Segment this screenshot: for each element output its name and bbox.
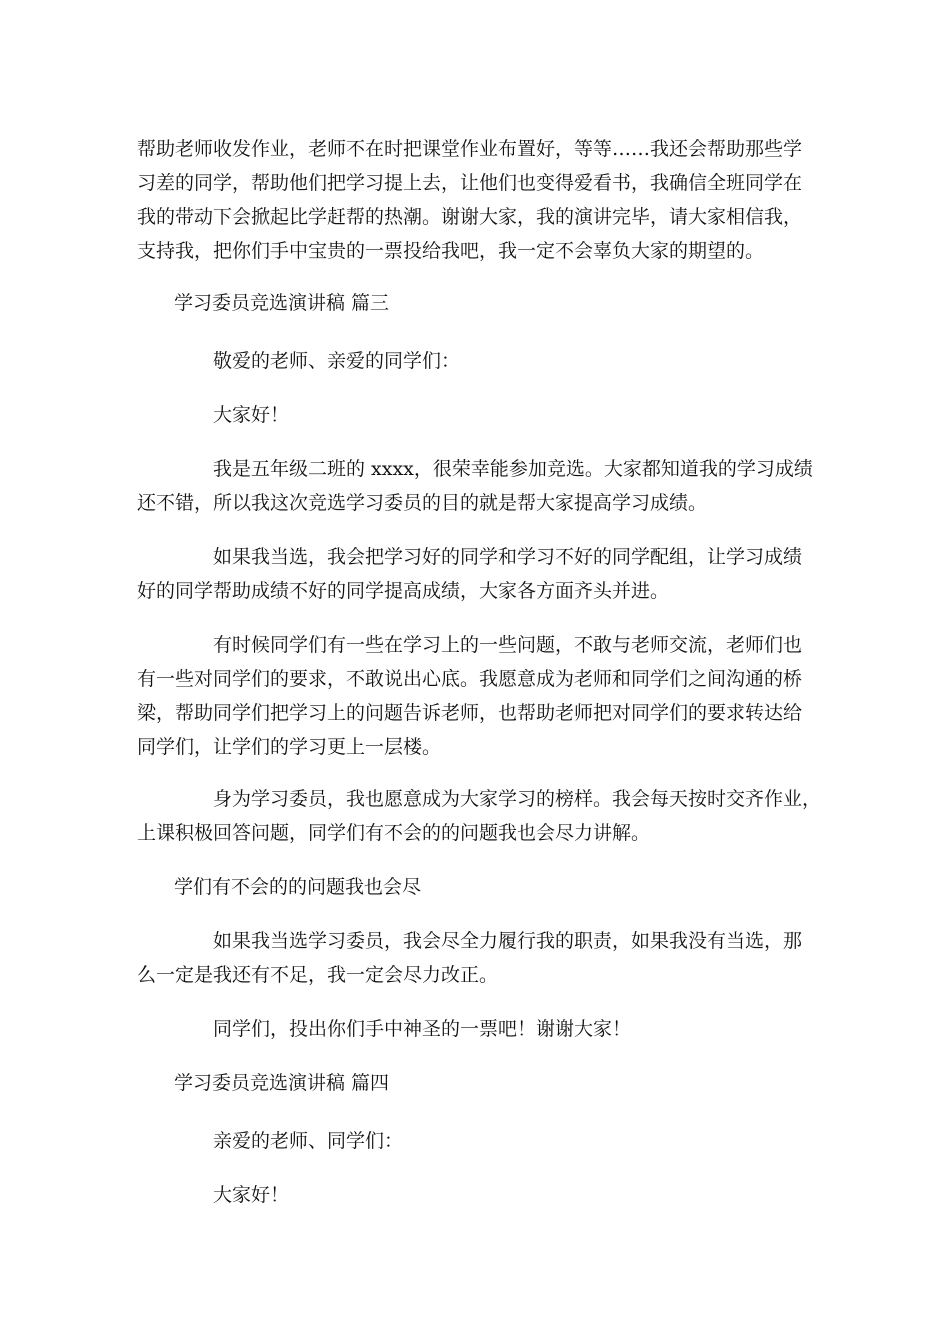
text-line: 身为学习委员，我也愿意成为大家学习的榜样。我会每天按时交齐作业， — [213, 788, 822, 810]
paragraph-commitment — [137, 924, 896, 992]
text-line: 习差的同学，帮助他们把学习提上去，让他们也变得爱看书，我确信全班同学在 — [137, 172, 803, 194]
paragraph-bridge — [137, 628, 896, 764]
text-line: 同学们，投出你们手中神圣的一票吧！谢谢大家！ — [213, 1018, 632, 1040]
text-line: 如果我当选，我会把学习好的同学和学习不好的同学配组，让学习成绩 — [213, 546, 803, 568]
heading-text: 学习委员竞选演讲稿 篇四 — [174, 1072, 390, 1094]
text-line: 亲爱的老师、同学们： — [213, 1130, 404, 1152]
text-line: 有时候同学们有一些在学习上的一些问题，不敢与老师交流，老师们也 — [213, 634, 803, 656]
text-line: 我的带动下会掀起比学赶帮的热潮。谢谢大家，我的演讲完毕，请大家相信我， — [137, 206, 803, 228]
text-line: 支持我，把你们手中宝贵的一票投给我吧，我一定不会辜负大家的期望的。 — [137, 240, 765, 262]
text-line: 大家好！ — [213, 1184, 290, 1206]
continuation-paragraph — [137, 132, 820, 268]
text-line: 帮助老师收发作业，老师不在时把课堂作业布置好，等等……我还会帮助那些学 — [137, 138, 803, 160]
text-line: 么一定是我还有不足，我一定会尽力改正。 — [137, 964, 499, 986]
greeting — [137, 398, 896, 432]
text-line: 上课积极回答问题，同学们有不会的的问题我也会尽力讲解。 — [137, 822, 651, 844]
paragraph-intro — [137, 452, 896, 520]
text-line: 大家好！ — [213, 404, 290, 426]
text-line: 还不错，所以我这次竞选学习委员的目的就是帮大家提高学习成绩。 — [137, 492, 708, 514]
text-line: 好的同学帮助成绩不好的同学提高成绩，大家各方面齐头并进。 — [137, 580, 670, 602]
text-line: 学们有不会的的问题我也会尽 — [174, 876, 422, 898]
salutation — [137, 344, 896, 378]
salutation-2 — [137, 1124, 896, 1158]
section-heading-4 — [137, 1066, 857, 1100]
paragraph-closing — [137, 1012, 896, 1046]
text-line: 如果我当选学习委员，我会尽全力履行我的职责，如果我没有当选，那 — [213, 930, 803, 952]
section-heading-3 — [137, 286, 857, 320]
text-line: 梁，帮助同学们把学习上的问题告诉老师，也帮助老师把对同学们的要求转达给 — [137, 702, 803, 724]
greeting-2 — [137, 1178, 896, 1212]
paragraph-role-model — [137, 782, 896, 850]
text-line: 敬爱的老师、亲爱的同学们： — [213, 350, 461, 372]
text-line: 有一些对同学们的要求，不敢说出心底。我愿意成为老师和同学们之间沟通的桥 — [137, 668, 803, 690]
text-line: 同学们，让学们的学习更上一层楼。 — [137, 736, 442, 758]
heading-text: 学习委员竞选演讲稿 篇三 — [174, 292, 390, 314]
paragraph-fragment — [137, 870, 857, 904]
paragraph-pairing — [137, 540, 896, 608]
text-line: 我是五年级二班的 xxxx，很荣幸能参加竞选。大家都知道我的学习成绩 — [213, 458, 813, 480]
